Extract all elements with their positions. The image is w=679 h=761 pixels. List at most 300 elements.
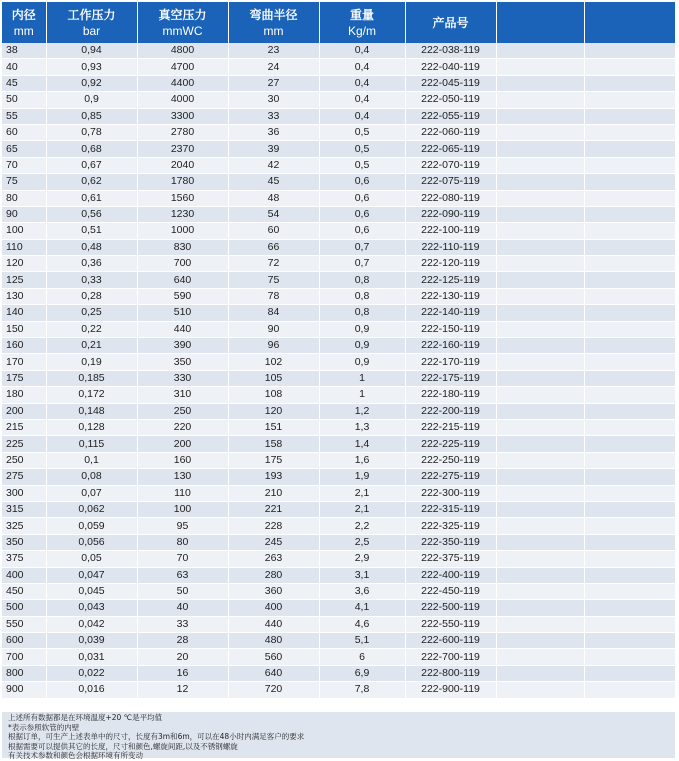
table-cell: 90	[2, 206, 46, 222]
table-cell: 3,6	[319, 583, 405, 599]
table-cell	[496, 157, 584, 173]
table-cell: 640	[228, 665, 319, 681]
table-cell: 12	[137, 682, 228, 698]
table-cell: 80	[137, 534, 228, 550]
table-cell	[584, 649, 675, 665]
table-cell	[584, 452, 675, 468]
table-cell: 221	[228, 501, 319, 517]
table-cell: 120	[2, 256, 46, 272]
table-cell	[584, 583, 675, 599]
table-cell: 0,5	[319, 157, 405, 173]
table-row	[2, 403, 675, 419]
table-cell	[584, 92, 675, 108]
table-cell: 24	[228, 59, 319, 75]
table-cell: 193	[228, 469, 319, 485]
table-cell: 0,6	[319, 223, 405, 239]
table-row	[2, 419, 675, 435]
table-cell: 0,8	[319, 305, 405, 321]
table-cell	[584, 288, 675, 304]
table-row	[2, 141, 675, 157]
table-cell: 222-100-119	[405, 223, 496, 239]
table-row	[2, 157, 675, 173]
table-cell: 95	[137, 518, 228, 534]
table-cell: 4700	[137, 59, 228, 75]
table-cell: 20	[137, 649, 228, 665]
table-cell	[584, 600, 675, 616]
table-cell: 75	[2, 174, 46, 190]
table-row	[2, 43, 675, 59]
table-cell: 0,51	[46, 223, 137, 239]
table-cell: 0,042	[46, 616, 137, 632]
column-header-unit: mmWC	[162, 23, 203, 38]
table-row	[2, 108, 675, 124]
footnote-line: 根据订单，可生产上述表单中的尺寸，长度有3m和6m，可以在48小时内满足客户的要求	[8, 732, 305, 741]
table-cell	[496, 174, 584, 190]
table-cell: 84	[228, 305, 319, 321]
table-cell: 4800	[137, 43, 228, 59]
column-header-unit: bar	[82, 23, 101, 38]
table-row	[2, 649, 675, 665]
table-cell: 1780	[137, 174, 228, 190]
table-cell	[584, 141, 675, 157]
table-cell: 4,1	[319, 600, 405, 616]
table-cell: 0,6	[319, 190, 405, 206]
table-cell: 0,85	[46, 108, 137, 124]
table-cell: 1,4	[319, 436, 405, 452]
table-row	[2, 600, 675, 616]
table-cell: 70	[137, 551, 228, 567]
table-cell: 0,05	[46, 551, 137, 567]
table-cell: 150	[2, 321, 46, 337]
table-cell: 0,67	[46, 157, 137, 173]
table-cell	[496, 665, 584, 681]
table-cell: 96	[228, 338, 319, 354]
table-cell: 220	[137, 419, 228, 435]
table-cell	[584, 551, 675, 567]
table-cell: 27	[228, 75, 319, 91]
table-cell: 360	[228, 583, 319, 599]
table-cell: 4,6	[319, 616, 405, 632]
table-cell	[496, 223, 584, 239]
table-cell	[496, 206, 584, 222]
table-cell: 2,5	[319, 534, 405, 550]
table-cell: 40	[2, 59, 46, 75]
table-cell: 100	[2, 223, 46, 239]
table-row	[2, 354, 675, 370]
table-cell: 222-350-119	[405, 534, 496, 550]
table-cell: 40	[137, 600, 228, 616]
table-cell: 0,9	[319, 338, 405, 354]
table-cell: 250	[2, 452, 46, 468]
table-cell	[496, 682, 584, 698]
table-cell: 640	[137, 272, 228, 288]
table-cell: 222-045-119	[405, 75, 496, 91]
table-cell: 0,115	[46, 436, 137, 452]
table-cell: 1000	[137, 223, 228, 239]
table-cell	[584, 206, 675, 222]
table-cell: 222-450-119	[405, 583, 496, 599]
table-cell	[496, 419, 584, 435]
table-cell: 720	[228, 682, 319, 698]
table-cell: 1560	[137, 190, 228, 206]
table-cell: 1,9	[319, 469, 405, 485]
table-cell: 222-150-119	[405, 321, 496, 337]
table-row	[2, 288, 675, 304]
header-row	[2, 2, 675, 43]
table-cell	[496, 272, 584, 288]
column-header-title: 真空压力	[158, 7, 207, 22]
table-cell: 830	[137, 239, 228, 255]
table-cell: 60	[228, 223, 319, 239]
table-cell: 0,8	[319, 288, 405, 304]
table-row	[2, 305, 675, 321]
table-row	[2, 206, 675, 222]
table-cell: 120	[228, 403, 319, 419]
table-cell: 0,6	[319, 174, 405, 190]
table-cell: 0,7	[319, 239, 405, 255]
table-cell: 700	[137, 256, 228, 272]
table-cell: 0,022	[46, 665, 137, 681]
table-cell	[496, 370, 584, 386]
table-cell: 228	[228, 518, 319, 534]
table-cell: 28	[137, 633, 228, 649]
table-cell	[496, 387, 584, 403]
table-cell: 48	[228, 190, 319, 206]
table-cell: 510	[137, 305, 228, 321]
table-cell: 72	[228, 256, 319, 272]
table-row	[2, 272, 675, 288]
table-cell: 55	[2, 108, 46, 124]
table-row	[2, 92, 675, 108]
table-cell: 222-200-119	[405, 403, 496, 419]
table-cell	[496, 436, 584, 452]
table-row	[2, 665, 675, 681]
table-cell: 0,08	[46, 469, 137, 485]
table-cell: 222-315-119	[405, 501, 496, 517]
footnote-line: 有关技术参数和颜色会根据环境有所变动	[8, 751, 143, 760]
table-cell: 2780	[137, 124, 228, 140]
table-cell: 440	[137, 321, 228, 337]
table-cell: 0,4	[319, 43, 405, 59]
table-cell: 222-060-119	[405, 124, 496, 140]
table-cell: 80	[2, 190, 46, 206]
footnotes	[2, 712, 675, 758]
table-row	[2, 256, 675, 272]
table-cell: 2,9	[319, 551, 405, 567]
table-row	[2, 223, 675, 239]
table-cell	[584, 534, 675, 550]
spec-table	[2, 2, 675, 699]
table-cell	[496, 338, 584, 354]
table-cell: 222-055-119	[405, 108, 496, 124]
table-cell: 50	[2, 92, 46, 108]
column-header-5	[405, 2, 496, 43]
table-cell	[584, 387, 675, 403]
table-cell: 0,4	[319, 59, 405, 75]
column-header-2	[137, 2, 228, 43]
table-cell: 0,047	[46, 567, 137, 583]
table-cell	[584, 272, 675, 288]
table-cell: 200	[2, 403, 46, 419]
table-cell: 38	[2, 43, 46, 59]
table-cell: 175	[228, 452, 319, 468]
table-cell	[496, 288, 584, 304]
table-cell	[496, 256, 584, 272]
table-cell: 4000	[137, 92, 228, 108]
table-row	[2, 370, 675, 386]
table-cell: 42	[228, 157, 319, 173]
table-cell	[584, 616, 675, 632]
table-cell: 275	[2, 469, 46, 485]
table-cell: 222-080-119	[405, 190, 496, 206]
table-row	[2, 59, 675, 75]
table-cell	[584, 469, 675, 485]
table-cell: 222-125-119	[405, 272, 496, 288]
table-cell: 0,016	[46, 682, 137, 698]
table-cell	[496, 534, 584, 550]
table-cell: 108	[228, 387, 319, 403]
table-cell: 45	[2, 75, 46, 91]
table-cell: 222-180-119	[405, 387, 496, 403]
table-cell: 600	[2, 633, 46, 649]
table-cell	[584, 321, 675, 337]
table-cell	[584, 633, 675, 649]
table-cell: 300	[2, 485, 46, 501]
table-row	[2, 583, 675, 599]
column-header-3	[228, 2, 319, 43]
table-row	[2, 501, 675, 517]
table-row	[2, 239, 675, 255]
table-cell: 325	[2, 518, 46, 534]
table-cell: 160	[137, 452, 228, 468]
table-cell: 105	[228, 370, 319, 386]
table-cell: 250	[137, 403, 228, 419]
table-cell: 66	[228, 239, 319, 255]
table-cell: 175	[2, 370, 46, 386]
table-cell	[496, 633, 584, 649]
table-cell: 550	[2, 616, 46, 632]
table-cell: 30	[228, 92, 319, 108]
table-row	[2, 174, 675, 190]
column-header-unit: mm	[13, 23, 34, 38]
table-cell: 222-225-119	[405, 436, 496, 452]
table-cell: 210	[228, 485, 319, 501]
table-cell: 215	[2, 419, 46, 435]
table-row	[2, 387, 675, 403]
table-cell: 222-170-119	[405, 354, 496, 370]
table-cell: 33	[137, 616, 228, 632]
table-row	[2, 338, 675, 354]
table-cell: 0,5	[319, 124, 405, 140]
table-cell: 0,062	[46, 501, 137, 517]
table-cell: 280	[228, 567, 319, 583]
table-row	[2, 321, 675, 337]
table-cell: 310	[137, 387, 228, 403]
table-cell: 170	[2, 354, 46, 370]
column-header-title: 工作压力	[67, 7, 116, 22]
table-cell	[584, 75, 675, 91]
table-cell: 450	[2, 583, 46, 599]
table-cell: 222-130-119	[405, 288, 496, 304]
table-cell: 390	[137, 338, 228, 354]
table-cell: 151	[228, 419, 319, 435]
table-cell: 0,8	[319, 272, 405, 288]
table-cell: 16	[137, 665, 228, 681]
table-cell: 0,92	[46, 75, 137, 91]
table-cell: 0,21	[46, 338, 137, 354]
table-cell: 45	[228, 174, 319, 190]
table-cell: 222-275-119	[405, 469, 496, 485]
table-cell: 39	[228, 141, 319, 157]
table-row	[2, 518, 675, 534]
table-cell	[584, 665, 675, 681]
column-header-title: 产品号	[432, 15, 469, 30]
table-cell: 100	[137, 501, 228, 517]
table-cell	[496, 600, 584, 616]
table-cell: 200	[137, 436, 228, 452]
table-cell: 0,33	[46, 272, 137, 288]
table-cell: 222-160-119	[405, 338, 496, 354]
table-cell: 222-215-119	[405, 419, 496, 435]
table-cell	[496, 469, 584, 485]
table-cell: 0,28	[46, 288, 137, 304]
table-cell: 1,2	[319, 403, 405, 419]
table-cell: 222-070-119	[405, 157, 496, 173]
table-cell: 0,148	[46, 403, 137, 419]
table-cell	[584, 124, 675, 140]
table-cell: 1230	[137, 206, 228, 222]
table-cell: 245	[228, 534, 319, 550]
table-cell: 400	[228, 600, 319, 616]
table-cell: 0,56	[46, 206, 137, 222]
table-cell: 2,1	[319, 485, 405, 501]
column-header-1	[46, 2, 137, 43]
table-cell	[496, 583, 584, 599]
table-cell	[496, 43, 584, 59]
table-cell: 375	[2, 551, 46, 567]
table-cell: 0,94	[46, 43, 137, 59]
table-cell: 1	[319, 370, 405, 386]
table-cell: 0,031	[46, 649, 137, 665]
table-cell: 330	[137, 370, 228, 386]
table-cell: 222-250-119	[405, 452, 496, 468]
table-cell: 130	[137, 469, 228, 485]
table-cell: 222-550-119	[405, 616, 496, 632]
table-cell	[584, 419, 675, 435]
table-cell: 350	[2, 534, 46, 550]
table-cell	[584, 256, 675, 272]
table-cell: 4400	[137, 75, 228, 91]
table-cell: 78	[228, 288, 319, 304]
table-row	[2, 485, 675, 501]
table-cell: 222-050-119	[405, 92, 496, 108]
table-cell: 102	[228, 354, 319, 370]
table-row	[2, 616, 675, 632]
table-cell: 222-120-119	[405, 256, 496, 272]
table-cell	[496, 141, 584, 157]
table-cell	[496, 518, 584, 534]
table-cell	[496, 485, 584, 501]
table-cell	[496, 239, 584, 255]
column-header-title: 弯曲半径	[249, 7, 298, 22]
footnote-line: *表示参照软管的内壁	[8, 722, 80, 732]
table-cell	[496, 452, 584, 468]
table-cell: 7,8	[319, 682, 405, 698]
table-cell: 33	[228, 108, 319, 124]
column-header-title: 重量	[349, 7, 374, 22]
table-cell: 350	[137, 354, 228, 370]
column-header-0	[2, 2, 46, 43]
table-cell: 0,128	[46, 419, 137, 435]
table-cell: 140	[2, 305, 46, 321]
table-cell	[584, 682, 675, 698]
table-cell: 125	[2, 272, 46, 288]
table-cell	[584, 190, 675, 206]
column-header-4	[319, 2, 405, 43]
table-cell: 0,68	[46, 141, 137, 157]
table-cell: 222-900-119	[405, 682, 496, 698]
column-header-unit: Kg/m	[347, 23, 376, 38]
table-cell: 222-065-119	[405, 141, 496, 157]
table-cell: 3300	[137, 108, 228, 124]
table-row	[2, 551, 675, 567]
table-cell	[496, 616, 584, 632]
table-cell	[496, 124, 584, 140]
table-cell: 222-175-119	[405, 370, 496, 386]
table-cell: 0,9	[319, 321, 405, 337]
footnote-line: 根据需要可以提供其它的长度，尺寸和颜色,螺旋间距,以及不锈钢螺旋	[8, 741, 238, 751]
table-cell: 0,059	[46, 518, 137, 534]
table-cell: 222-325-119	[405, 518, 496, 534]
table-cell	[496, 354, 584, 370]
table-cell: 222-500-119	[405, 600, 496, 616]
table-cell: 480	[228, 633, 319, 649]
table-cell: 0,19	[46, 354, 137, 370]
table-cell: 23	[228, 43, 319, 59]
table-cell	[496, 501, 584, 517]
table-cell: 0,07	[46, 485, 137, 501]
table-cell: 0,9	[319, 354, 405, 370]
table-cell: 75	[228, 272, 319, 288]
table-cell: 0,045	[46, 583, 137, 599]
table-cell: 60	[2, 124, 46, 140]
table-row	[2, 452, 675, 468]
table-cell: 130	[2, 288, 46, 304]
table-cell: 222-090-119	[405, 206, 496, 222]
table-row	[2, 75, 675, 91]
table-cell: 700	[2, 649, 46, 665]
table-cell	[496, 403, 584, 419]
table-cell: 0,22	[46, 321, 137, 337]
table-cell	[584, 239, 675, 255]
table-cell	[584, 485, 675, 501]
table-cell: 222-110-119	[405, 239, 496, 255]
table-cell: 0,5	[319, 141, 405, 157]
table-cell: 6,9	[319, 665, 405, 681]
table-cell: 3,1	[319, 567, 405, 583]
table-cell	[584, 174, 675, 190]
table-row	[2, 469, 675, 485]
table-cell: 0,9	[46, 92, 137, 108]
table-cell	[584, 157, 675, 173]
table-cell: 70	[2, 157, 46, 173]
table-row	[2, 534, 675, 550]
table-cell: 0,6	[319, 206, 405, 222]
table-cell: 0,043	[46, 600, 137, 616]
table-cell: 0,93	[46, 59, 137, 75]
column-header-unit: mm	[263, 23, 284, 38]
table-cell: 5,1	[319, 633, 405, 649]
